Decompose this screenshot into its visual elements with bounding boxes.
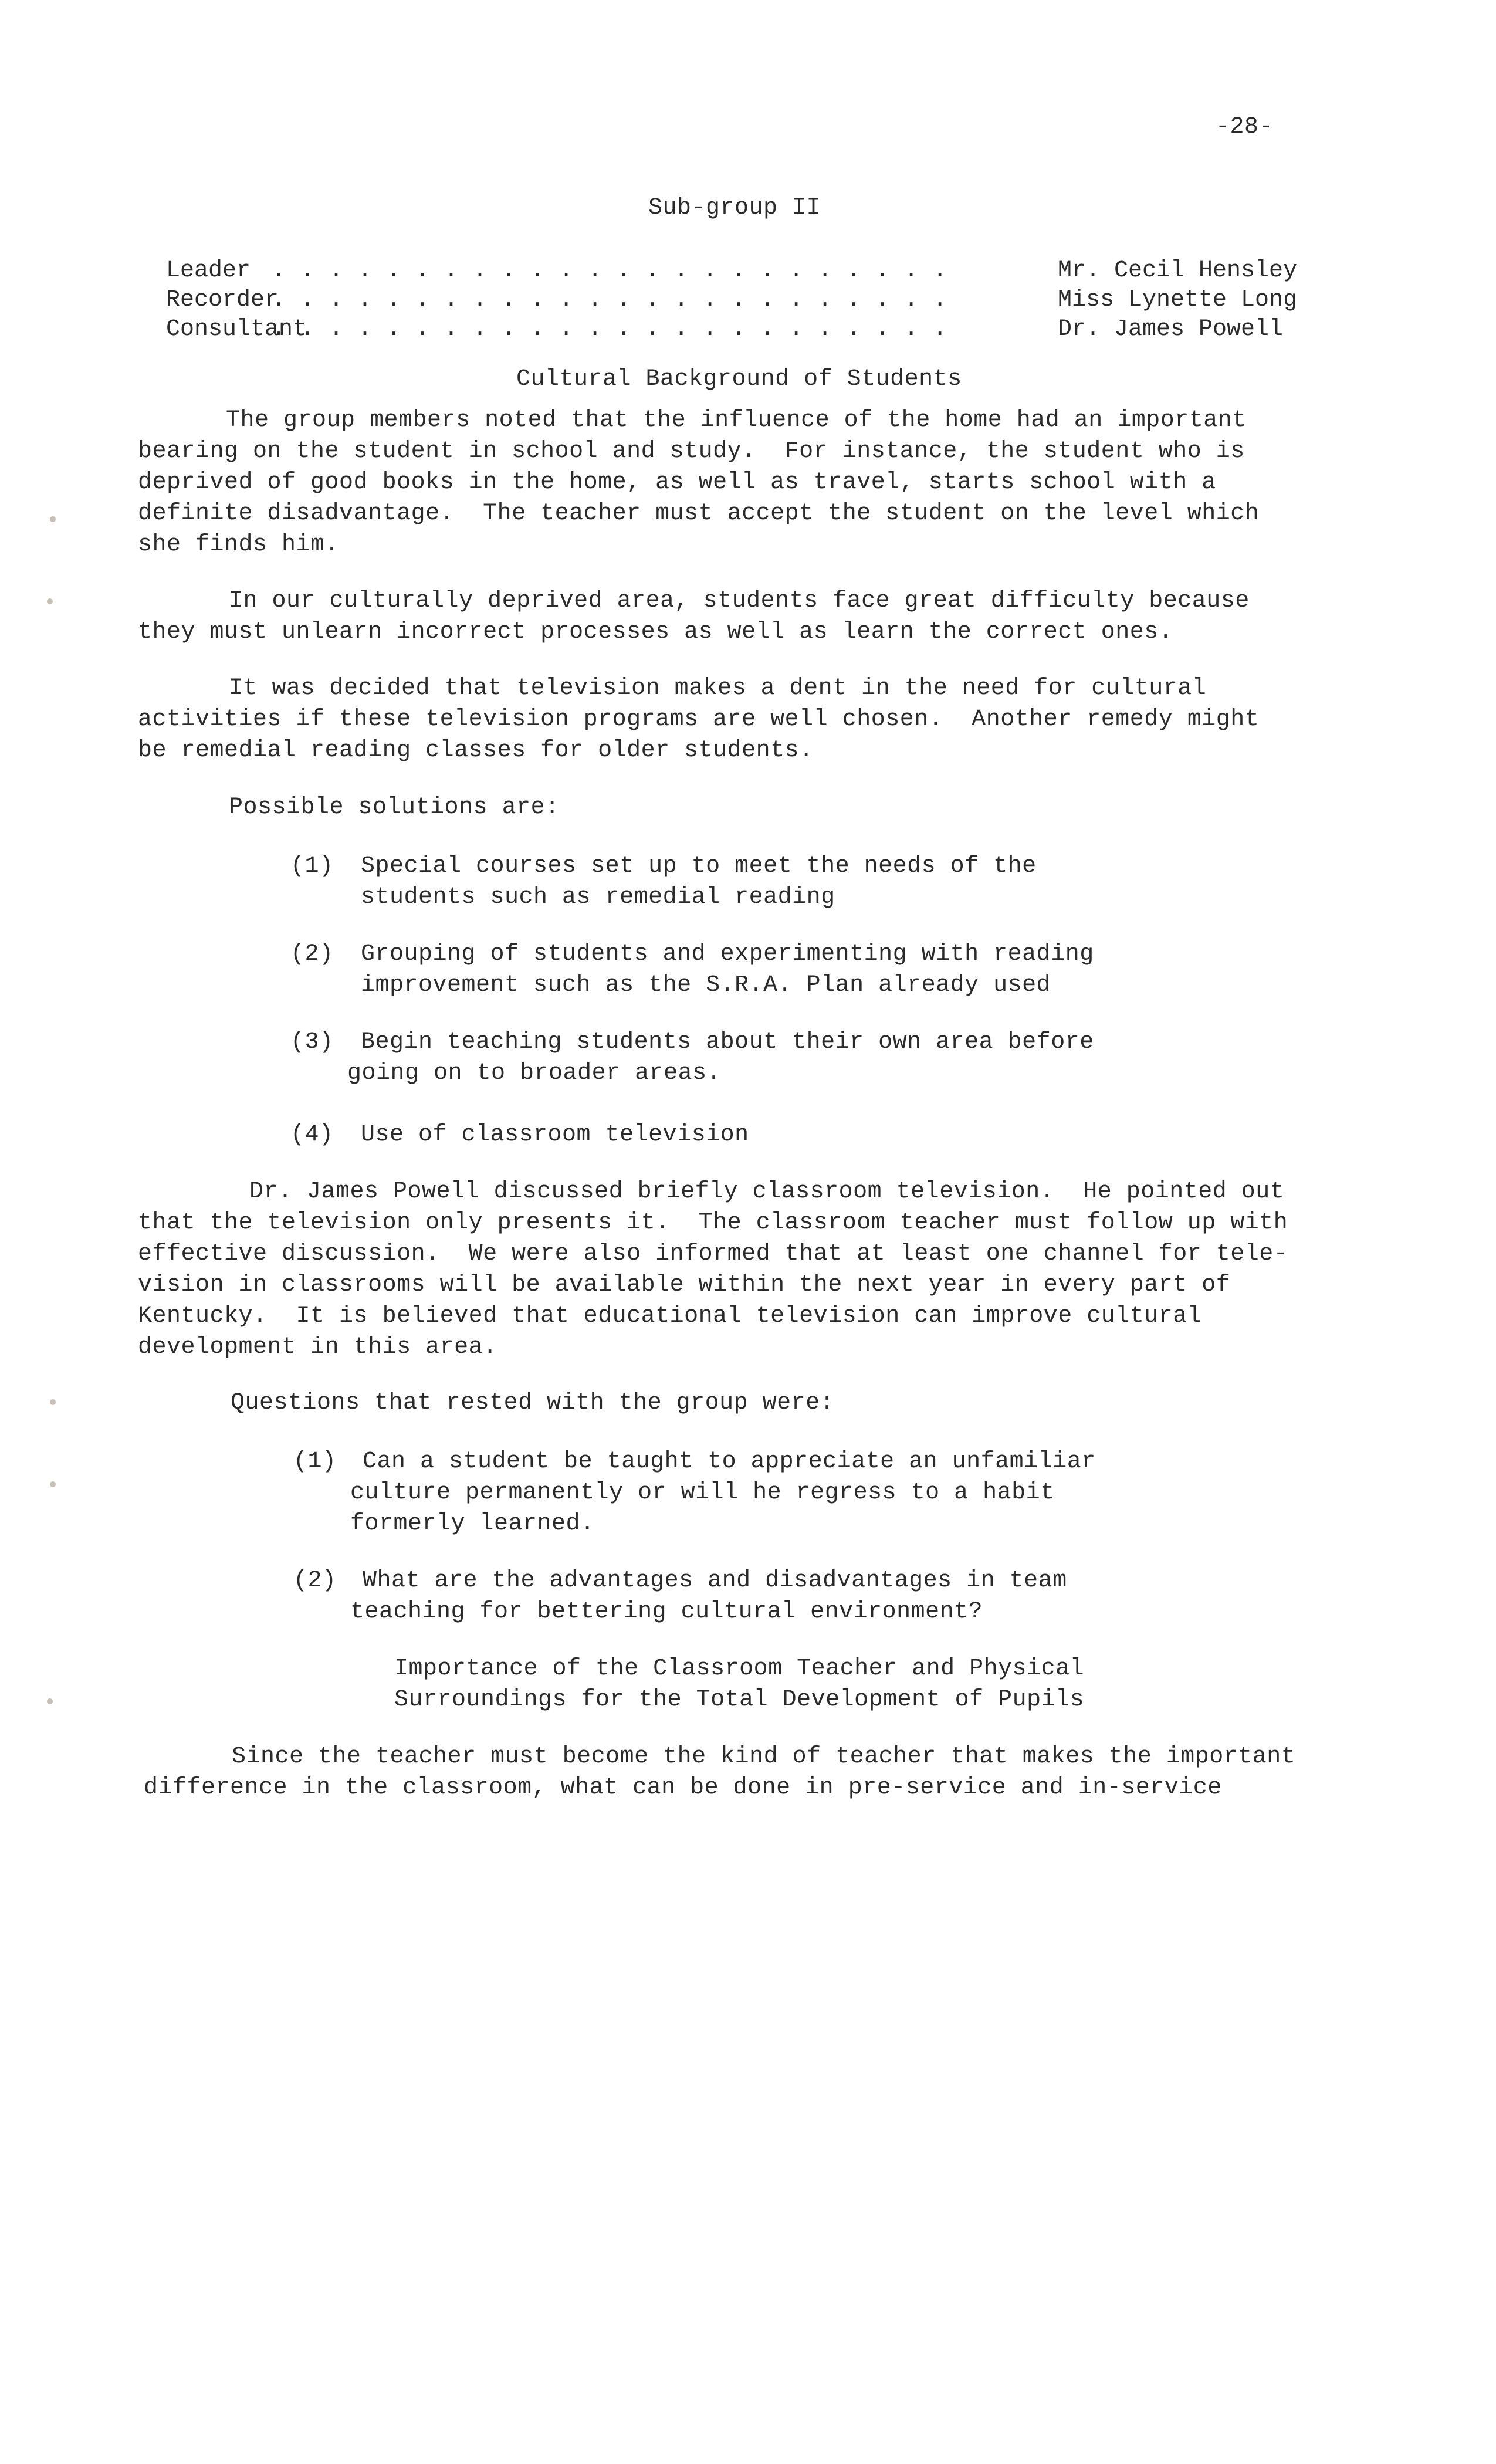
list-item-line: Use of classroom television: [361, 1122, 749, 1148]
paragraph-line: she finds him.: [138, 532, 340, 558]
list-number: (2): [293, 1568, 337, 1594]
paragraph-line: The group members noted that the influence of the home had an important: [226, 407, 1247, 434]
paragraph-line: be remedial reading classes for older students.: [138, 737, 814, 764]
list-item-line: teaching for bettering cultural environment?: [350, 1599, 983, 1625]
list-item-line: Grouping of students and experimenting with reading: [361, 941, 1094, 967]
roster-leader-row: [166, 256, 1310, 286]
list-item-line: Begin teaching students about their own area before: [361, 1029, 1094, 1055]
roster-role: Recorder: [166, 287, 279, 313]
roster-role: Consultant: [166, 316, 307, 343]
subgroup-title: Sub-group II: [648, 195, 821, 221]
paragraph-line: Since the teacher must become the kind of teacher that makes the important: [232, 1744, 1296, 1770]
paragraph-line: difference in the classroom, what can be done in pre-service and in-service: [144, 1775, 1222, 1801]
paragraph-line: activities if these television programs are well chosen. Another remedy might: [138, 706, 1260, 733]
margin-speck: [50, 1399, 56, 1405]
margin-speck: [50, 1481, 56, 1487]
section-heading: Surroundings for the Total Development of Pupils: [394, 1687, 1085, 1713]
list-item-line: going on to broader areas.: [347, 1060, 722, 1087]
paragraph-line: that the television only presents it. The classroom teacher must follow up with: [138, 1210, 1288, 1236]
list-item-line: improvement such as the S.R.A. Plan already used: [361, 972, 1051, 999]
roster-recorder-row: [166, 285, 1310, 316]
paragraph-line: bearing on the student in school and study. For instance, the student who is: [138, 438, 1245, 465]
paragraph-line: definite disadvantage. The teacher must accept the student on the level which: [138, 500, 1260, 527]
roster-name: Dr. James Powell: [1058, 316, 1284, 343]
margin-speck: [50, 516, 56, 522]
margin-speck: [47, 1698, 53, 1704]
list-number: (1): [290, 853, 334, 879]
list-number: (1): [293, 1448, 337, 1475]
paragraph-line: Dr. James Powell discussed briefly classroom television. He pointed out: [249, 1179, 1285, 1205]
paragraph-line: they must unlearn incorrect processes as well as learn the correct ones.: [138, 619, 1173, 645]
list-item-line: Special courses set up to meet the needs of the: [361, 853, 1037, 879]
list-item-line: What are the advantages and disadvantages in team: [363, 1568, 1067, 1594]
paragraph-line: In our culturally deprived area, students face great difficulty because: [229, 588, 1250, 614]
paragraph-line: deprived of good books in the home, as well as travel, starts school with a: [138, 469, 1216, 496]
roster-name: Miss Lynette Long: [1058, 287, 1298, 313]
paragraph-line: effective discussion. We were also informed that at least one channel for tele-: [138, 1241, 1288, 1267]
roster-role: Leader: [166, 258, 251, 284]
paragraph-line: It was decided that television makes a dent in the need for cultural: [229, 675, 1207, 702]
list-item-line: formerly learned.: [350, 1511, 595, 1537]
list-item-line: culture permanently or will he regress to a habit: [350, 1480, 1055, 1506]
section-heading: Cultural Background of Students: [516, 366, 962, 392]
roster-leader-dots: . . . . . . . . . . . . . . . . . . . . . . . .: [272, 258, 947, 284]
questions-intro: Questions that rested with the group were:: [231, 1390, 835, 1416]
section-heading: Importance of the Classroom Teacher and Physical: [394, 1656, 1085, 1682]
roster-leader-dots: . . . . . . . . . . . . . . . . . . . . . . . .: [272, 287, 947, 313]
solutions-intro: Possible solutions are:: [229, 794, 560, 821]
list-number: (2): [290, 941, 334, 967]
roster-consultant-row: [166, 314, 1310, 345]
paragraph-line: Kentucky. It is believed that educational television can improve cultural: [138, 1303, 1202, 1329]
list-number: (3): [290, 1029, 334, 1055]
list-number: (4): [290, 1122, 334, 1148]
roster-name: Mr. Cecil Hensley: [1058, 258, 1298, 284]
paragraph-line: development in this area.: [138, 1334, 497, 1360]
page-number: -28-: [1216, 114, 1274, 140]
list-item-line: Can a student be taught to appreciate an unfamiliar: [363, 1448, 1096, 1475]
list-item-line: students such as remedial reading: [361, 884, 835, 911]
paragraph-line: vision in classrooms will be available within the next year in every part of: [138, 1272, 1231, 1298]
margin-speck: [47, 598, 53, 604]
roster-leader-dots: . . . . . . . . . . . . . . . . . . . . . . . .: [272, 316, 947, 343]
